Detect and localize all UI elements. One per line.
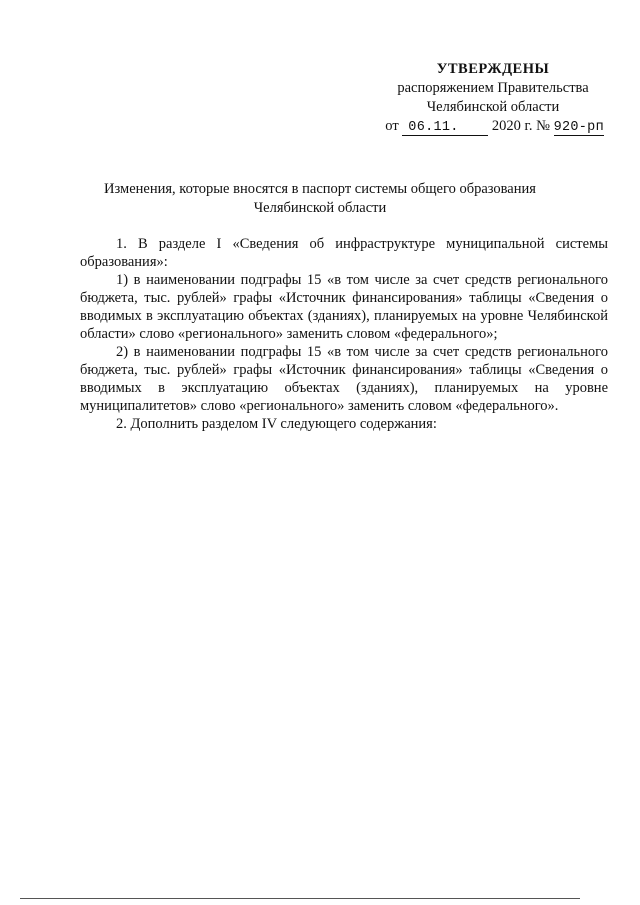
document-body	[80, 235, 608, 433]
approval-year: 2020 г. №	[491, 118, 550, 134]
document-title	[70, 180, 570, 218]
scan-edge-line	[20, 898, 580, 899]
approval-number: 920-рп	[553, 120, 604, 135]
document-title-line-2: Челябинской области	[253, 200, 387, 216]
approval-date: 06.11.	[402, 120, 488, 136]
paragraph-item-1: 1) в наименовании подграфы 15 «в том числе за счет средств регионального бюджета, тыс. рублей» графы «Источник финансирования» таблицы «Сведения о вводимых в эксплуатацию объектах (зданиях), планируемых на уровне Челябинской области» слово «регионального» заменить словом «федерального»;	[80, 272, 608, 342]
paragraph-item-2: 2) в наименовании подграфы 15 «в том числе за счет средств регионального бюджета, тыс. рублей» графы «Источник финансирования» таблицы «Сведения о вводимых в эксплуатацию объектах (зданиях), планируемых на уровне муниципалитетов» слово «регионального» заменить словом «федерального».	[80, 344, 608, 414]
paragraph-section-2: 2. Дополнить разделом IV следующего содержания:	[116, 416, 437, 432]
approval-region: Челябинской области	[426, 99, 560, 115]
approval-authority: распоряжением Правительства	[397, 80, 589, 96]
approval-stamp	[380, 60, 606, 136]
approval-heading: УТВЕРЖДЕНЫ	[436, 61, 550, 77]
date-prefix: от	[385, 118, 399, 134]
approval-date-line	[380, 117, 606, 136]
document-title-line-1: Изменения, которые вносятся в паспорт системы общего образования	[104, 181, 536, 197]
paragraph-section-1: 1. В разделе I «Сведения об инфраструктуре муниципальной системы образования»:	[80, 236, 608, 270]
